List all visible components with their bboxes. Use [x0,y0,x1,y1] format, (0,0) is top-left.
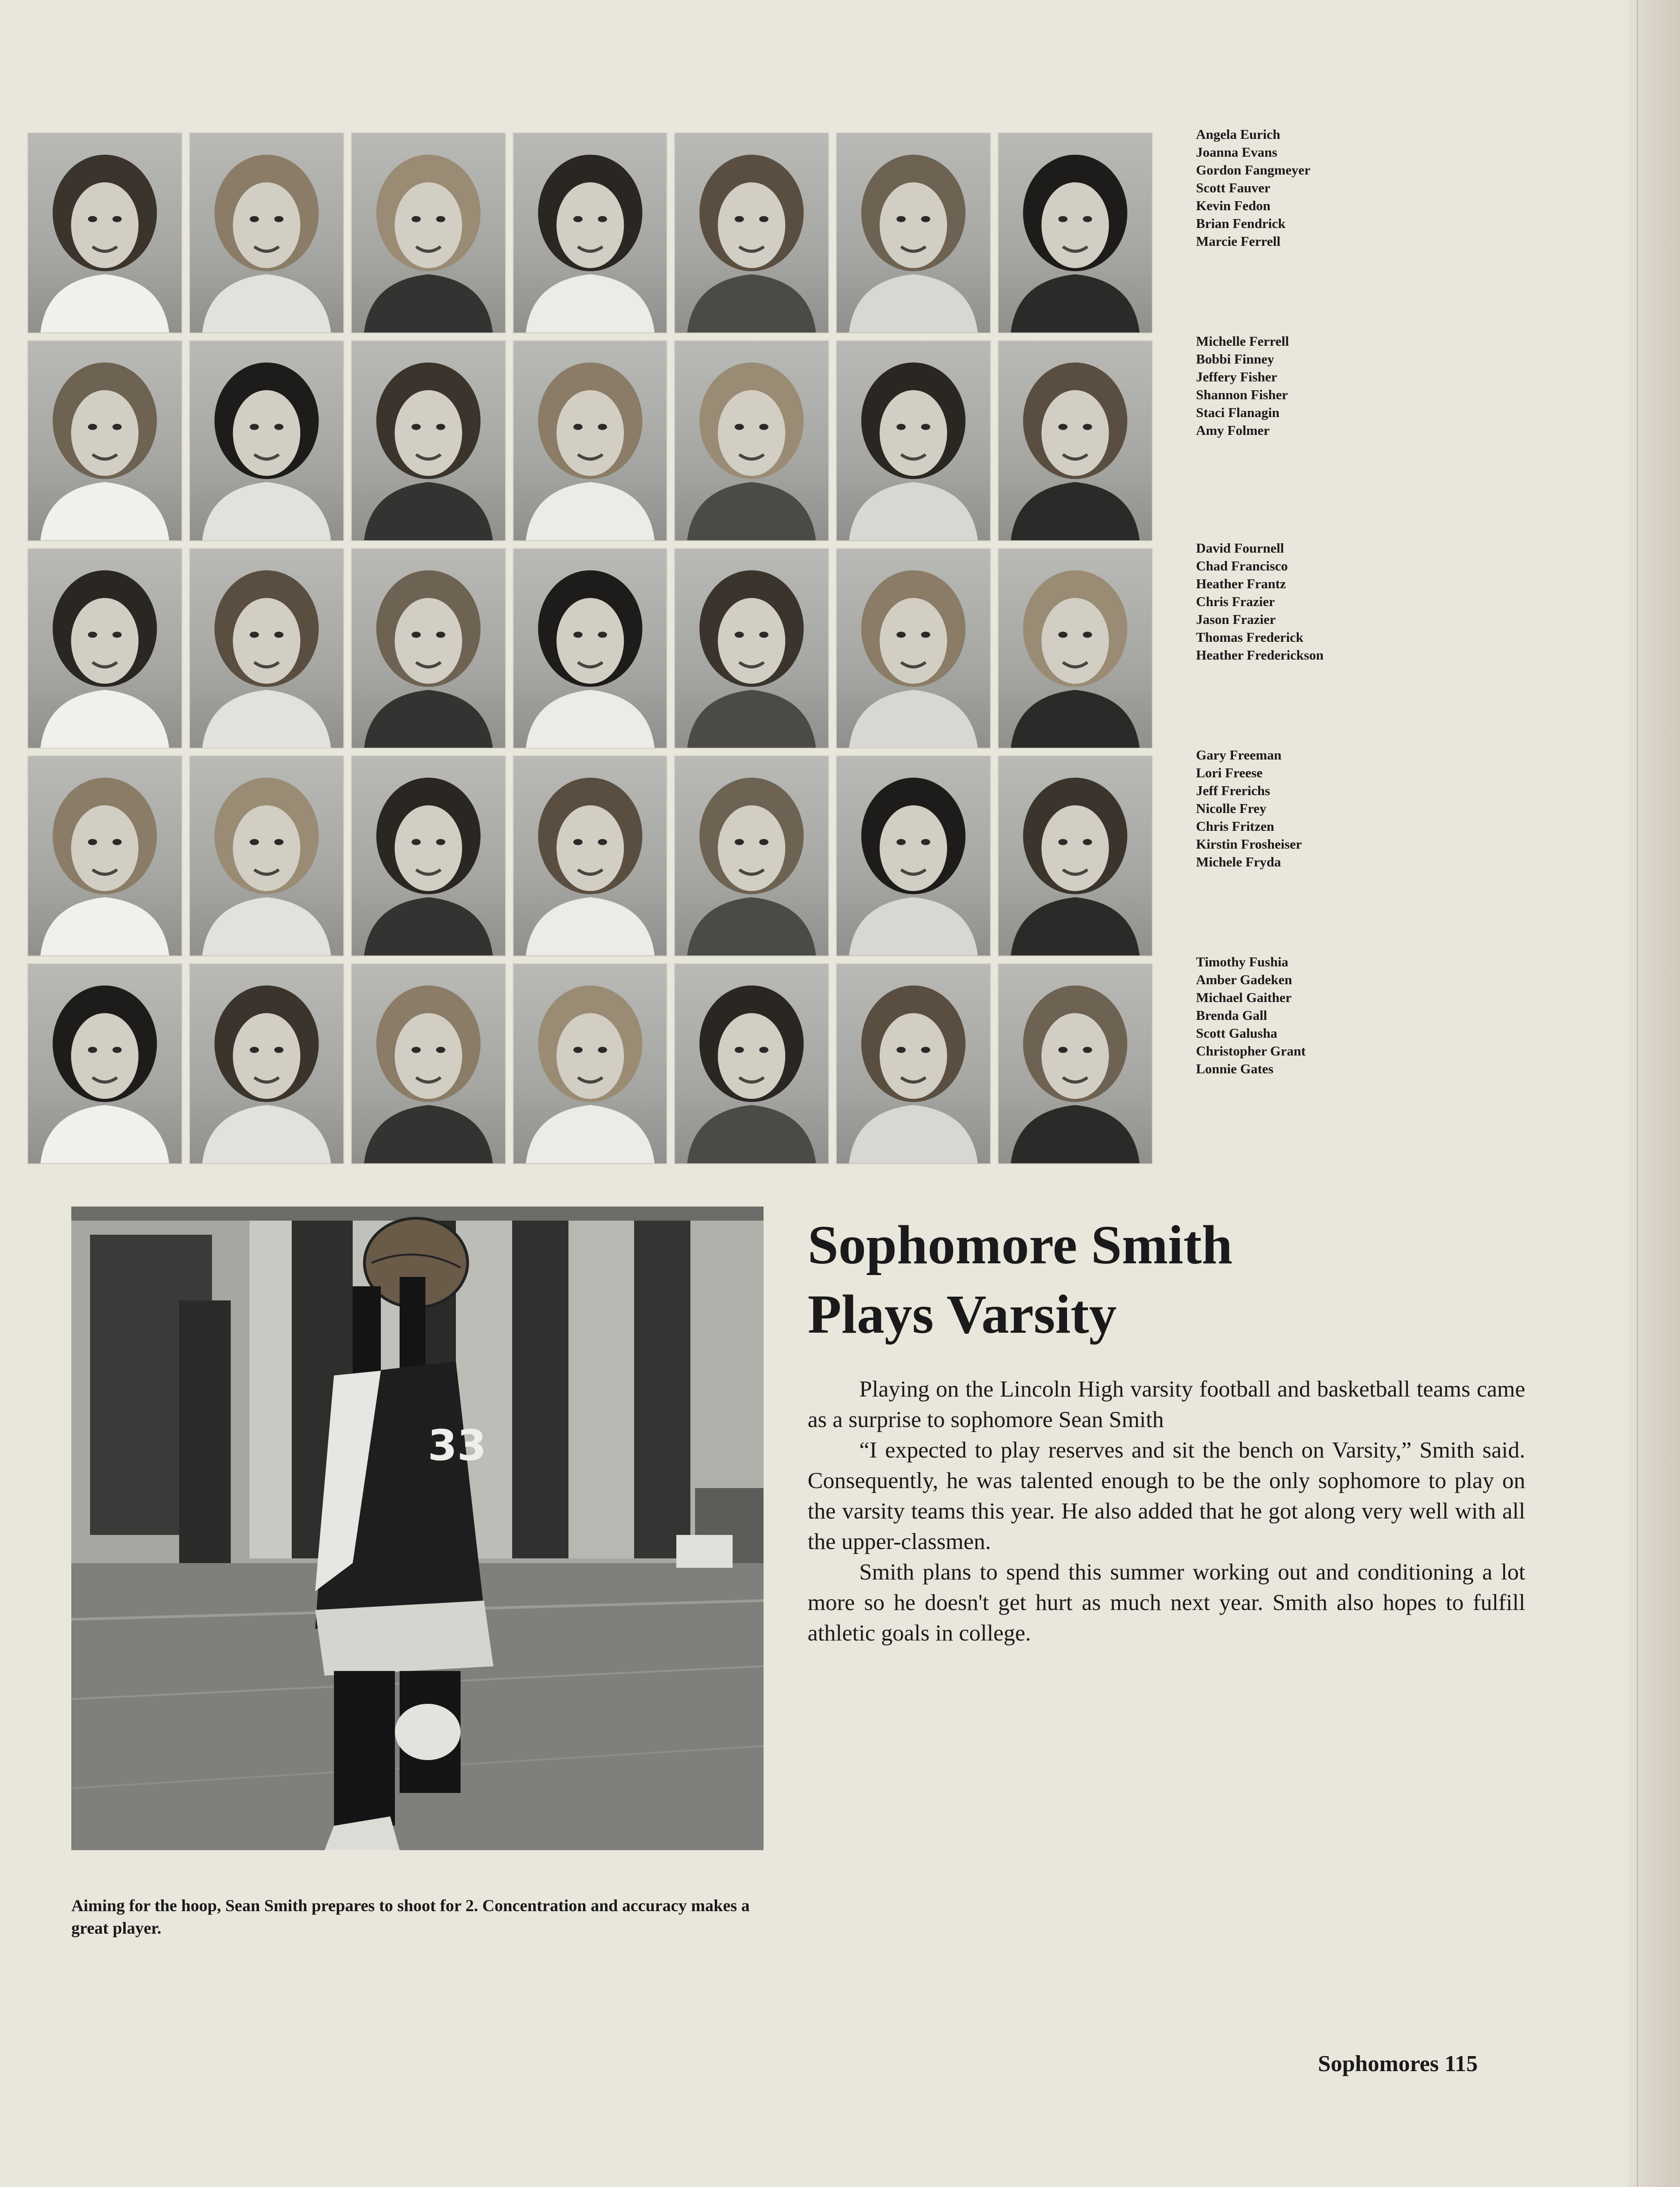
student-portrait [513,963,668,1164]
jersey-number: 33 [428,1421,487,1470]
student-name: Lori Freese [1196,766,1263,781]
page-folio [1318,2050,1478,2077]
student-portrait [27,963,182,1164]
student-portrait [998,548,1153,749]
student-portrait [27,340,182,541]
student-name: Gordon Fangmeyer [1196,163,1311,178]
page-edge [1628,0,1680,2187]
student-portrait [27,548,182,749]
student-portrait [513,548,668,749]
student-name: Joanna Evans [1196,145,1278,160]
student-portrait [998,132,1153,334]
student-name: Scott Galusha [1196,1026,1278,1041]
student-name: Thomas Frederick [1196,630,1304,645]
student-portrait [27,755,182,957]
student-name: Lonnie Gates [1196,1062,1274,1077]
student-name: Christopher Grant [1196,1044,1306,1059]
student-name: Chris Frazier [1196,594,1275,609]
student-portrait [674,755,829,957]
student-name: Brian Fendrick [1196,216,1286,231]
student-name: Michele Fryda [1196,855,1281,870]
student-portrait [836,963,991,1164]
name-group [1196,539,1393,746]
student-name: Amber Gadeken [1196,972,1292,987]
student-name: Jeffery Fisher [1196,370,1278,385]
student-portrait [836,340,991,541]
student-name: David Fournell [1196,541,1284,556]
photo-caption: Aiming for the hoop, Sean Smith prepares to shoot for 2. Concentration and accuracy makes a great player. [71,1896,750,1937]
student-name: Michael Gaither [1196,990,1292,1005]
student-name: Kevin Fedon [1196,198,1271,213]
student-portrait [189,340,344,541]
student-portrait [836,548,991,749]
student-name: Chris Fritzen [1196,819,1274,834]
student-name: Shannon Fisher [1196,387,1288,402]
student-portrait [351,963,506,1164]
student-portrait [189,963,344,1164]
student-portrait [189,548,344,749]
student-name: Michelle Ferrell [1196,334,1289,349]
student-portrait [674,963,829,1164]
student-portrait [513,340,668,541]
student-name: Kirstin Frosheiser [1196,837,1302,852]
student-portrait [836,755,991,957]
feature-photo [71,1207,764,1850]
name-group [1196,126,1393,333]
story-paragraph: “I expected to play reserves and sit the bench on Varsity,” Smith said. Consequently, he was talented enough to be the only sophomore to play on the varsity teams this year. He also added that he got along very well with all the upper-classmen. [808,1437,1525,1554]
student-name: Nicolle Frey [1196,801,1267,816]
student-name: Heather Frantz [1196,577,1286,592]
student-portrait [998,963,1153,1164]
student-name: Jason Frazier [1196,612,1276,627]
student-name: Amy Folmer [1196,423,1270,438]
student-name: Marcie Ferrell [1196,234,1281,249]
name-group [1196,333,1393,539]
student-portrait [674,548,829,749]
folio-page-number: 115 [1445,2050,1478,2076]
student-name: Timothy Fushia [1196,955,1288,970]
student-portrait [189,755,344,957]
student-portrait [998,755,1153,957]
student-name: Heather Frederickson [1196,648,1324,663]
folio-section: Sophomores [1318,2050,1439,2076]
student-portrait [351,755,506,957]
student-name: Gary Freeman [1196,748,1282,763]
student-portrait [513,755,668,957]
student-portrait [674,132,829,334]
student-name: Brenda Gall [1196,1008,1267,1023]
student-portrait [351,548,506,749]
name-group [1196,953,1393,1160]
student-portrait [998,340,1153,541]
student-name: Staci Flanagin [1196,405,1280,420]
name-group [1196,746,1393,953]
names-column [1196,126,1393,1160]
student-portrait [836,132,991,334]
student-name: Jeff Frerichs [1196,783,1271,798]
headline: Sophomore Smith Plays Varsity [808,1214,1233,1345]
portrait-grid [27,132,1153,1164]
student-name: Chad Francisco [1196,559,1288,574]
student-portrait [513,132,668,334]
story-paragraph: Smith plans to spend this summer working out and conditioning a lot more so he doesn't get hurt as much next year. Smith also hopes to fulfill athletic goals in college. [808,1559,1525,1646]
student-name: Bobbi Finney [1196,352,1274,367]
student-portrait [351,340,506,541]
student-portrait [189,132,344,334]
student-portrait [674,340,829,541]
student-portrait [27,132,182,334]
story-body [808,1374,1525,1648]
student-name: Scott Fauver [1196,181,1271,196]
student-name: Angela Eurich [1196,127,1280,142]
student-portrait [351,132,506,334]
story-paragraph: Playing on the Lincoln High varsity football and basketball teams came as a surprise to sophomore Sean Smith [808,1376,1525,1432]
